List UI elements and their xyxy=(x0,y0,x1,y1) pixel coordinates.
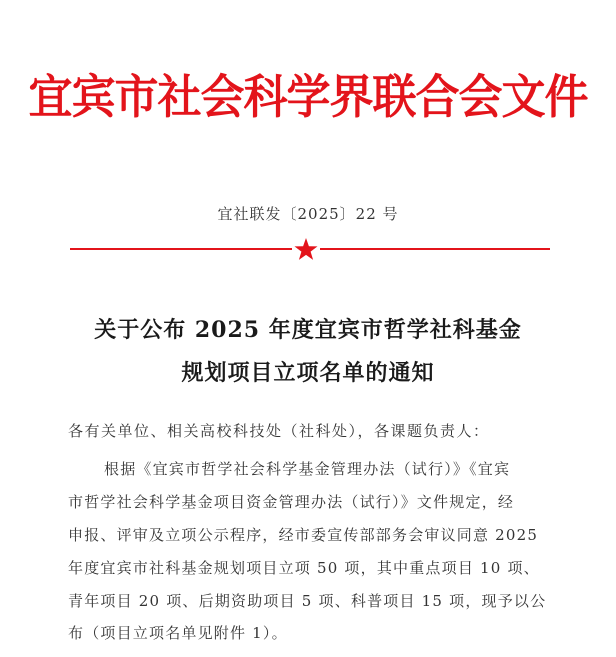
issuer-header-title: 宜宾市社会科学界联合会文件 xyxy=(28,70,588,125)
body-line: 青年项目 20 项、后期资助项目 5 项、科普项目 15 项，现予以公 xyxy=(68,592,547,610)
body-line: 申报、评审及立项公示程序，经市委宣传部部务会审议同意 2025 xyxy=(68,526,539,544)
document-number: 宜社联发〔2025〕22 号 xyxy=(217,205,399,223)
notice-title-line-1: 关于公布 2025 年度宜宾市哲学社科基金 xyxy=(94,317,522,343)
salutation: 各有关单位、相关高校科技处（社科处），各课题负责人： xyxy=(68,422,490,440)
header-divider-right xyxy=(320,248,550,250)
body-line: 根据《宜宾市哲学社会科学基金管理办法（试行）》《宜宾 xyxy=(104,460,511,478)
red-star-icon xyxy=(293,236,319,262)
notice-title-line-2: 规划项目立项名单的通知 xyxy=(181,360,435,386)
body-line: 市哲学社会科学基金项目资金管理办法（试行）》文件规定，经 xyxy=(68,493,515,511)
body-line: 布（项目立项名单见附件 1）。 xyxy=(68,624,288,642)
body-line: 年度宜宾市社科基金规划项目立项 50 项，其中重点项目 10 项、 xyxy=(68,559,540,577)
header-divider-left xyxy=(70,248,292,250)
